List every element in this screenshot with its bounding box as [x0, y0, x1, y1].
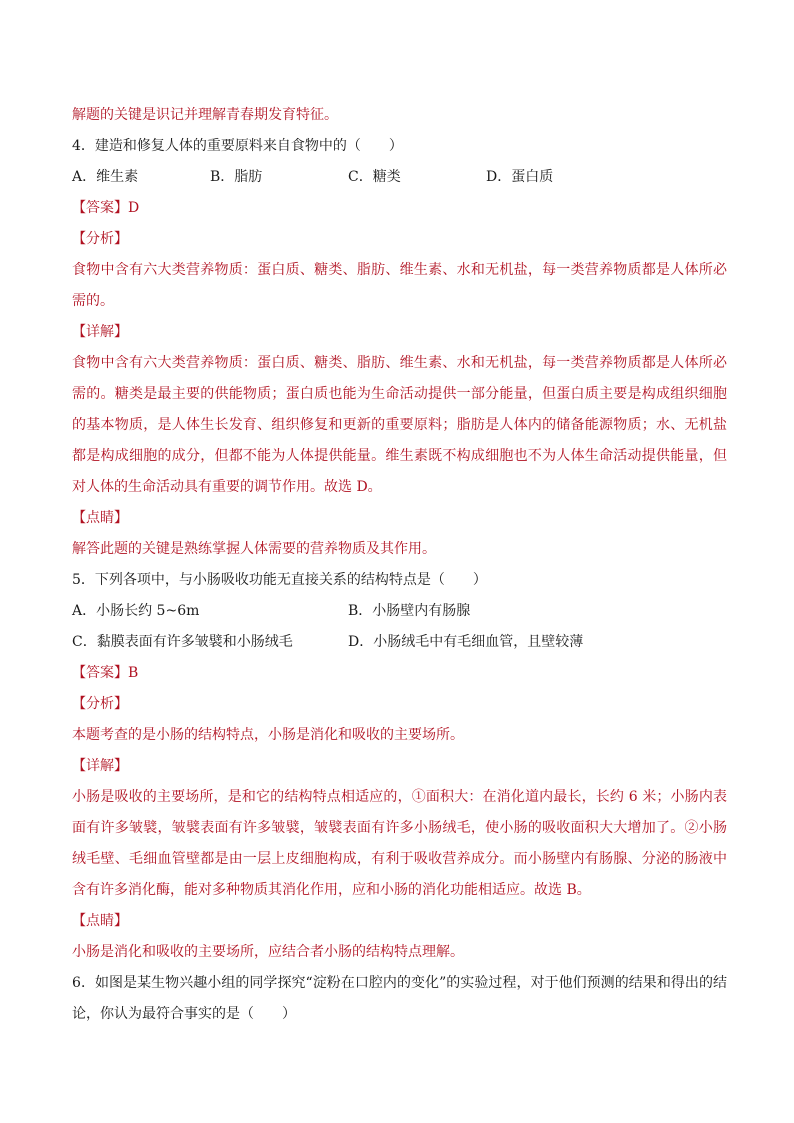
- q5-option-c: C．黏膜表面有许多皱襞和小肠绒毛: [72, 634, 293, 650]
- question-6-stem: 6．如图是某生物兴趣小组的同学探究“淀粉在口腔内的变化”的实验过程，对于他们预测的结果和得出的结论，你认为最符合事实的是（ ）: [72, 975, 727, 1022]
- question-4-stem: 4．建造和修复人体的重要原料来自食物中的（ ）: [72, 138, 403, 154]
- q4-answer-label: 【答案】: [72, 200, 128, 216]
- q4-comment-text: 解答此题的关键是熟练掌握人体需要的营养物质及其作用。: [72, 541, 436, 557]
- question-4-options: [72, 162, 732, 193]
- q5-answer: [72, 658, 732, 689]
- q5-analysis-text: 本题考查的是小肠的结构特点，小肠是消化和吸收的主要场所。: [72, 727, 464, 743]
- q4-option-c: C．糖类: [348, 169, 401, 185]
- intro-tail: 解题的关键是识记并理解青春期发育特征。: [72, 107, 338, 123]
- question-5-options-row2: [72, 627, 732, 658]
- q5-answer-label: 【答案】: [72, 665, 128, 681]
- document-page: [72, 100, 732, 1030]
- q4-analysis-text: 食物中含有六大类营养物质：蛋白质、糖类、脂肪、维生素、水和无机盐，每一类营养物质都是人体所必需的。: [72, 262, 727, 309]
- q4-analysis-label: 【分析】: [72, 231, 128, 247]
- q5-option-b: B．小肠壁内有肠腺: [348, 603, 471, 619]
- q5-answer-value: B: [128, 665, 139, 681]
- q4-answer: [72, 193, 732, 224]
- q5-option-d: D．小肠绒毛中有毛细血管，且壁较薄: [348, 634, 584, 650]
- question-5-options-row1: [72, 596, 732, 627]
- q4-comment-label: 【点睛】: [72, 510, 128, 526]
- q5-option-a: A．小肠长约 5~6m: [72, 603, 200, 619]
- q4-option-b: B．脂肪: [210, 169, 263, 185]
- q5-comment-label: 【点睛】: [72, 913, 128, 929]
- q4-detail-text: 食物中含有六大类营养物质：蛋白质、糖类、脂肪、维生素、水和无机盐，每一类营养物质都是人体所必需的。糖类是最主要的供能物质；蛋白质也能为生命活动提供一部分能量，但蛋白质主要是构成组织细胞的基本物质，是人体生长发育、组织修复和更新的重要原料；脂肪是人体内的储备能源物质；水、无机盐都是构成细胞的成分，但都不能为人体提供能量。维生素既不构成细胞也不为人体生命活动提供能量，但对人体的生命活动具有重要的调节作用。故选 D。: [72, 355, 727, 495]
- q5-detail-label: 【详解】: [72, 758, 128, 774]
- q5-detail-text: 小肠是吸收的主要场所，是和它的结构特点相适应的，①面积大：在消化道内最长，长约 6 米；小肠内表面有许多皱襞，皱襞表面有许多皱襞，皱襞表面有许多小肠绒毛，使小肠的吸收面积大大增加了。②小肠绒毛壁、毛细血管壁都是由一层上皮细胞构成，有利于吸收营养成分。而小肠壁内有肠腺、分泌的肠液中含有许多消化酶，能对多种物质其消化作用，应和小肠的消化功能相适应。故选 B。: [72, 789, 727, 898]
- q4-answer-value: D: [128, 200, 140, 216]
- question-5-stem: 5．下列各项中，与小肠吸收功能无直接关系的结构特点是（ ）: [72, 572, 487, 588]
- q5-analysis-label: 【分析】: [72, 696, 128, 712]
- q5-comment-text: 小肠是消化和吸收的主要场所，应结合者小肠的结构特点理解。: [72, 944, 464, 960]
- q4-option-d: D．蛋白质: [486, 169, 554, 185]
- q4-detail-label: 【详解】: [72, 324, 128, 340]
- q4-option-a: A．维生素: [72, 169, 139, 185]
